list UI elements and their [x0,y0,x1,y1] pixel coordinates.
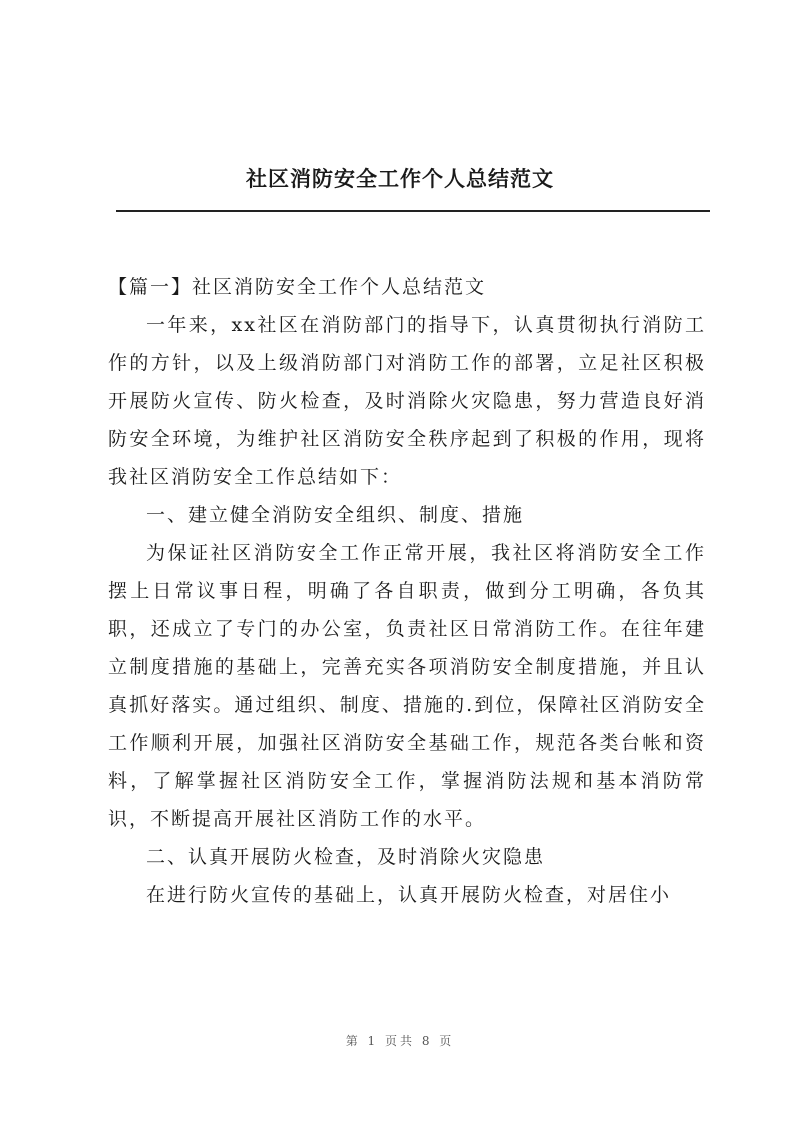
paragraph: 一年来，xx社区在消防部门的指导下，认真贯彻执行消防工作的方针，以及上级消防部门对消防工作的部署，立足社区积极开展防火宣传、防火检查，及时消除火灾隐患，努力营造良好消防安全环境，为维护社区消防安全秩序起到了积极的作用，现将我社区消防安全工作总结如下： [108,314,706,488]
paragraph: 为保证社区消防安全工作正常开展，我社区将消防安全工作摆上日常议事日程，明确了各自职责，做到分工明确，各负其职，还成立了专门的办公室，负责社区日常消防工作。在往年建立制度措施的基础上，完善充实各项消防安全制度措施，并且认真抓好落实。通过组织、制度、措施的.到位，保障社区消防安全工作顺利开展，加强社区消防安全基础工作，规范各类台帐和资料，了解掌握社区消防安全工作，掌握消防法规和基本消防常识，不断提高开展社区消防工作的水平。 [108,542,706,830]
subheading: 二、认真开展防火检查，及时消除火灾隐患 [146,846,546,868]
subheading: 一、建立健全消防安全组织、制度、措施 [146,504,525,526]
paragraph: 在进行防火宣传的基础上，认真开展防火检查，对居住小 [146,884,672,906]
page-number: 第 1 页共 8 页 [345,1034,455,1048]
title-divider [116,210,710,212]
document-title: 社区消防安全工作个人总结范文 [246,166,554,191]
document-body [108,268,706,914]
section-heading: 【篇一】社区消防安全工作个人总结范文 [108,276,487,298]
